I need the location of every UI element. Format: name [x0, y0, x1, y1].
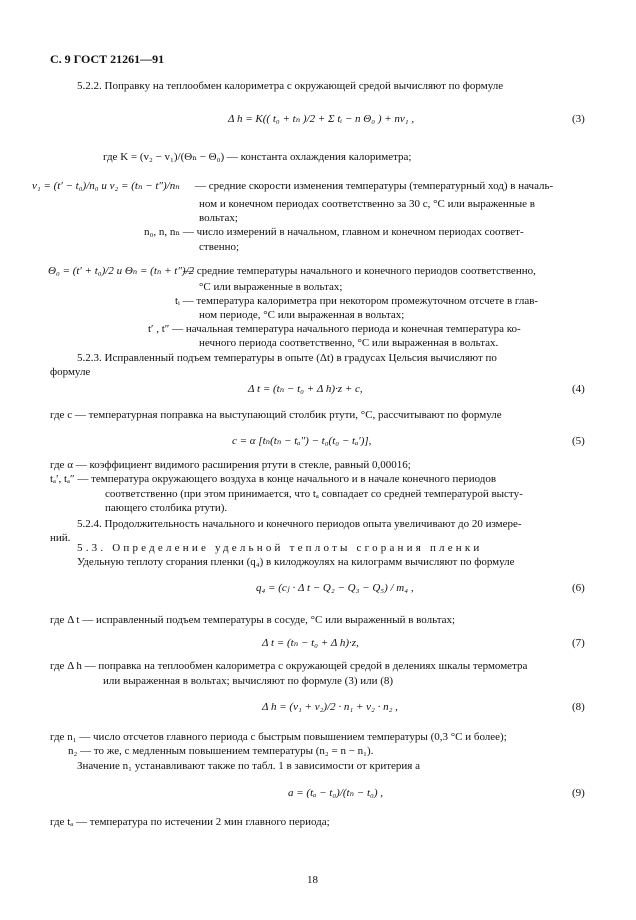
ta-2min-definition: где tₐ — температура по истечении 2 мин главного периода; — [50, 816, 330, 828]
para-5-2-2: 5.2.2. Поправку на теплообмен калориметра с окружающей средой вычисляют по формуле — [77, 80, 504, 92]
dh-definition-line-2: или выраженная в вольтах; вычисляют по формуле (3) или (8) — [103, 675, 394, 687]
k-definition: где K = (v₂ − v₁)/(Θₙ − Θ₀) — константа охлаждения калориметра; — [103, 151, 412, 163]
t-definition-line-2: нечного периода соответственно, °С или выраженная в вольтах. — [199, 337, 499, 349]
n-definition-line-1: n₀, n, nₙ — число измерений в начальном, главном и конечном периодах соответ- — [144, 226, 524, 238]
n2-definition: n₂ — то же, с медленным повышением температуры (n₂ = n − n₁). — [68, 745, 374, 757]
section-5-3-text: Удельную теплоту сгорания пленки (q₄) в килоджоулях на килограмм вычисляют по формуле — [77, 556, 515, 568]
v-formula: v₁ = (t′ − t₀)/n₀ и v₂ = (tₙ − t″)/nₙ — [32, 180, 180, 192]
formula-8-number: (8) — [572, 701, 585, 713]
v-definition-line-3: вольтах; — [199, 212, 238, 224]
formula-4-number: (4) — [572, 383, 585, 395]
theta-definition-line-1: — средние температуры начального и конечного периодов соответственно, — [183, 265, 536, 277]
formula-3: Δ h = K(( t₀ + tₙ )/2 + Σ tᵢ − n Θ₀ ) + nv₁ , — [228, 113, 415, 125]
ta-definition-line-3: пающего столбика ртути). — [105, 502, 228, 514]
alpha-definition: где α — коэффициент видимого расширения ртути в стекле, равный 0,00016; — [50, 459, 411, 471]
dh-definition-line-1: где Δ h — поправка на теплообмен калориметра с окружающей средой в делениях шкалы термометра — [50, 660, 528, 672]
n1-definition: где n₁ — число отсчетов главного периода с быстрым повышением температуры (0,3 °С и более); — [50, 731, 507, 743]
para-5-2-3-line-2: формуле — [50, 366, 91, 378]
formula-4: Δ t = (tₙ − t₀ + Δ h)·z + c, — [248, 383, 363, 395]
formula-3-number: (3) — [572, 113, 585, 125]
formula-8: Δ h = (v₁ + v₂)/2 · n₁ + v₂ · n₂ , — [262, 701, 398, 713]
formula-7-number: (7) — [572, 637, 585, 649]
theta-formula: Θ₀ = (t′ + t₀)/2 и Θₙ = (tₙ + t″)/2 — [48, 265, 195, 277]
t-definition-line-1: t′ , t″ — начальная температура начального периода и конечная температура ко- — [148, 323, 521, 335]
n1-criterion-text: Значение n₁ устанавливают также по табл. 1 в зависимости от критерия a — [77, 760, 420, 772]
section-5-3-title: 5.3. Определение удельной теплоты сгорания пленки — [77, 542, 483, 554]
ta-definition-line-2: соответственно (при этом принимается, что tₐ совпадает со средней температурой высту- — [105, 488, 523, 500]
v-definition-line-2: ном и конечном периодах соответственно за 30 с, °С или выраженные в — [199, 198, 535, 210]
page-header: С. 9 ГОСТ 21261—91 — [50, 52, 165, 66]
ti-definition-line-1: tᵢ — температура калориметра при некотором промежуточном отсчете в глав- — [175, 295, 539, 307]
formula-5-number: (5) — [572, 435, 585, 447]
dt-definition: где Δ t — исправленный подъем температуры в сосуде, °С или выраженный в вольтах; — [50, 614, 456, 626]
formula-9-number: (9) — [572, 787, 585, 799]
formula-6-number: (6) — [572, 582, 585, 594]
page-number: 18 — [307, 874, 318, 886]
ta-definition-line-1: tₐ′, tₐ″ — температура окружающего воздуха в конце начального и в начале конечного периодов — [50, 473, 497, 485]
para-5-2-3-line-1: 5.2.3. Исправленный подъем температуры в опыте (Δt) в градусах Цельсия вычисляют по — [77, 352, 497, 364]
n-definition-line-2: ственно; — [199, 241, 240, 253]
formula-6: q₄ = (cⱼ · Δ t − Q₂ − Q₃ − Q₅) / m₄ , — [256, 582, 414, 594]
para-5-2-4-line-2: ний. — [50, 532, 71, 544]
para-5-2-4-line-1: 5.2.4. Продолжительность начального и конечного периодов опыта увеличивают до 20 измере- — [77, 518, 522, 530]
theta-definition-line-2: °С или выраженные в вольтах; — [199, 281, 343, 293]
formula-9: a = (tₐ − t₀)/(tₙ − t₀) , — [288, 787, 384, 799]
ti-definition-line-2: ном периоде, °С или выраженная в вольтах; — [199, 309, 405, 321]
formula-7: Δ t = (tₙ − t₀ + Δ h)·z, — [262, 637, 359, 649]
v-definition-line-1: — средние скорости изменения температуры (температурный ход) в началь- — [195, 180, 554, 192]
c-definition: где c — температурная поправка на выступающий столбик ртути, °С, рассчитывают по формуле — [50, 409, 502, 421]
formula-5: c = α [tₙ(tₙ − tₐ″) − t₀(t₀ − tₐ′)], — [232, 435, 372, 447]
